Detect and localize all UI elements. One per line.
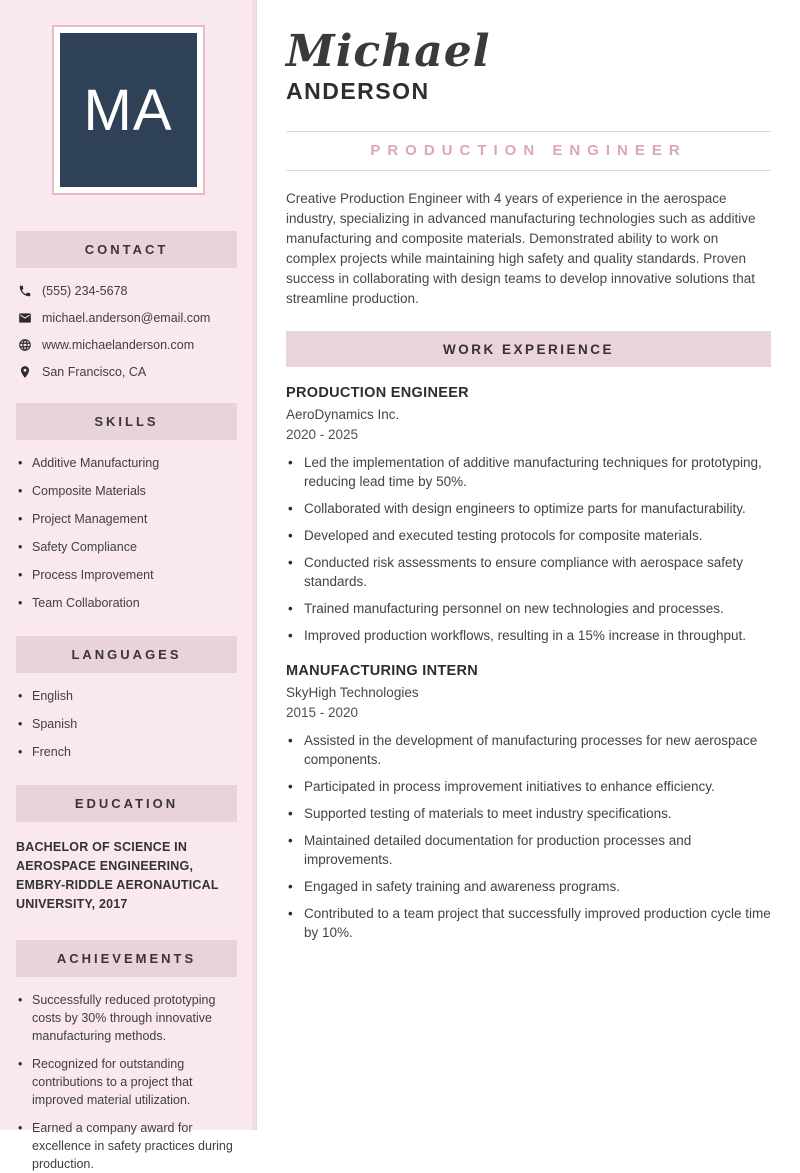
contact-item-phone: [18, 284, 238, 298]
avatar-initials: MA: [83, 77, 173, 143]
job-dates: 2015 - 2020: [286, 705, 359, 720]
summary-paragraph: Creative Production Engineer with 4 years of experience in the aerospace industry, specializing in advanced manufacturing technologies such as additive manufacturing and composite materials. Demonstrated ability to work on complex projects while maintaining high safety and quality standards. Proven success in collaborating with design teams to develop innovative solutions that streamline production.: [286, 191, 756, 306]
achievements-section: [0, 940, 256, 1173]
job-bullet: • Conducted risk assessments to ensure compliance with aerospace safety standards.: [286, 553, 771, 591]
email-icon: [18, 311, 32, 325]
job-bullet: • Assisted in the development of manufacturing processes for new aerospace components.: [286, 731, 771, 769]
job-company: SkyHigh Technologies: [286, 685, 419, 700]
role-band: [286, 131, 771, 171]
avatar-monogram-box: [60, 33, 197, 187]
education-section-header: EDUCATION: [16, 785, 237, 822]
language-item: • Spanish: [18, 715, 238, 733]
first-name: Michael: [286, 26, 491, 77]
achievement-item: • Recognized for outstanding contributions to a project that improved material utilization.: [18, 1055, 238, 1109]
contact-phone-text: (555) 234-5678: [42, 284, 128, 298]
job-bullet: • Engaged in safety training and awareness programs.: [286, 877, 771, 896]
languages-section: [0, 636, 256, 761]
job-title: PRODUCTION ENGINEER: [286, 385, 469, 401]
phone-icon: [18, 284, 32, 298]
language-item: • English: [18, 687, 238, 705]
contact-section: [0, 231, 256, 379]
achievement-item: • Successfully reduced prototyping costs by 30% through innovative manufacturing methods.: [18, 991, 238, 1045]
skill-item: • Safety Compliance: [18, 538, 238, 556]
job-dates: 2020 - 2025: [286, 427, 359, 442]
job-bullet: • Led the implementation of additive manufacturing techniques for prototyping, reducing lead time by 50%.: [286, 453, 771, 491]
job-bullet: • Trained manufacturing personnel on new technologies and processes.: [286, 599, 771, 618]
contact-website-text: www.michaelanderson.com: [42, 338, 195, 352]
job-title: MANUFACTURING INTERN: [286, 663, 479, 679]
education-degree-text: BACHELOR OF SCIENCE IN AEROSPACE ENGINEERING, EMBRY-RIDDLE AERONAUTICAL UNIVERSITY, 2017: [16, 840, 219, 911]
job-bullet: • Supported testing of materials to meet industry specifications.: [286, 804, 771, 823]
job-company: AeroDynamics Inc.: [286, 407, 400, 422]
skill-item: • Process Improvement: [18, 566, 238, 584]
contact-item-website: [18, 338, 238, 352]
contact-section-header: CONTACT: [16, 231, 237, 268]
location-pin-icon: [18, 365, 32, 379]
job-bullet: • Developed and executed testing protocols for composite materials.: [286, 526, 771, 545]
job-bullet: • Participated in process improvement initiatives to enhance efficiency.: [286, 777, 771, 796]
job-entry-production-engineer: [286, 385, 771, 645]
achievement-item: • Earned a company award for excellence in safety practices during production.: [18, 1119, 238, 1173]
contact-email-text: michael.anderson@email.com: [42, 311, 211, 325]
last-name: ANDERSON: [286, 78, 430, 104]
job-bullet: • Collaborated with design engineers to optimize parts for manufacturability.: [286, 499, 771, 518]
role-title: PRODUCTION ENGINEER: [370, 142, 687, 159]
main-content: [257, 0, 800, 1130]
skills-section-header: SKILLS: [16, 403, 237, 440]
work-experience-header: WORK EXPERIENCE: [286, 331, 771, 367]
skill-item: • Additive Manufacturing: [18, 454, 238, 472]
language-item: • French: [18, 743, 238, 761]
job-bullet: • Contributed to a team project that successfully improved production cycle time by 10%.: [286, 904, 771, 942]
job-bullet: • Improved production workflows, resulting in a 15% increase in throughput.: [286, 626, 771, 645]
name-header: [286, 28, 771, 105]
job-bullet: • Maintained detailed documentation for production processes and improvements.: [286, 831, 771, 869]
sidebar: [0, 0, 257, 1171]
skill-item: • Composite Materials: [18, 482, 238, 500]
job-entry-manufacturing-intern: [286, 663, 771, 942]
contact-item-email: [18, 311, 238, 325]
avatar: [52, 25, 205, 195]
contact-item-location: [18, 365, 238, 379]
skills-section: [0, 403, 256, 612]
globe-icon: [18, 338, 32, 352]
contact-location-text: San Francisco, CA: [42, 365, 147, 379]
achievements-section-header: ACHIEVEMENTS: [16, 940, 237, 977]
skill-item: • Team Collaboration: [18, 594, 238, 612]
skill-item: • Project Management: [18, 510, 238, 528]
languages-section-header: LANGUAGES: [16, 636, 237, 673]
education-section: [0, 785, 256, 914]
